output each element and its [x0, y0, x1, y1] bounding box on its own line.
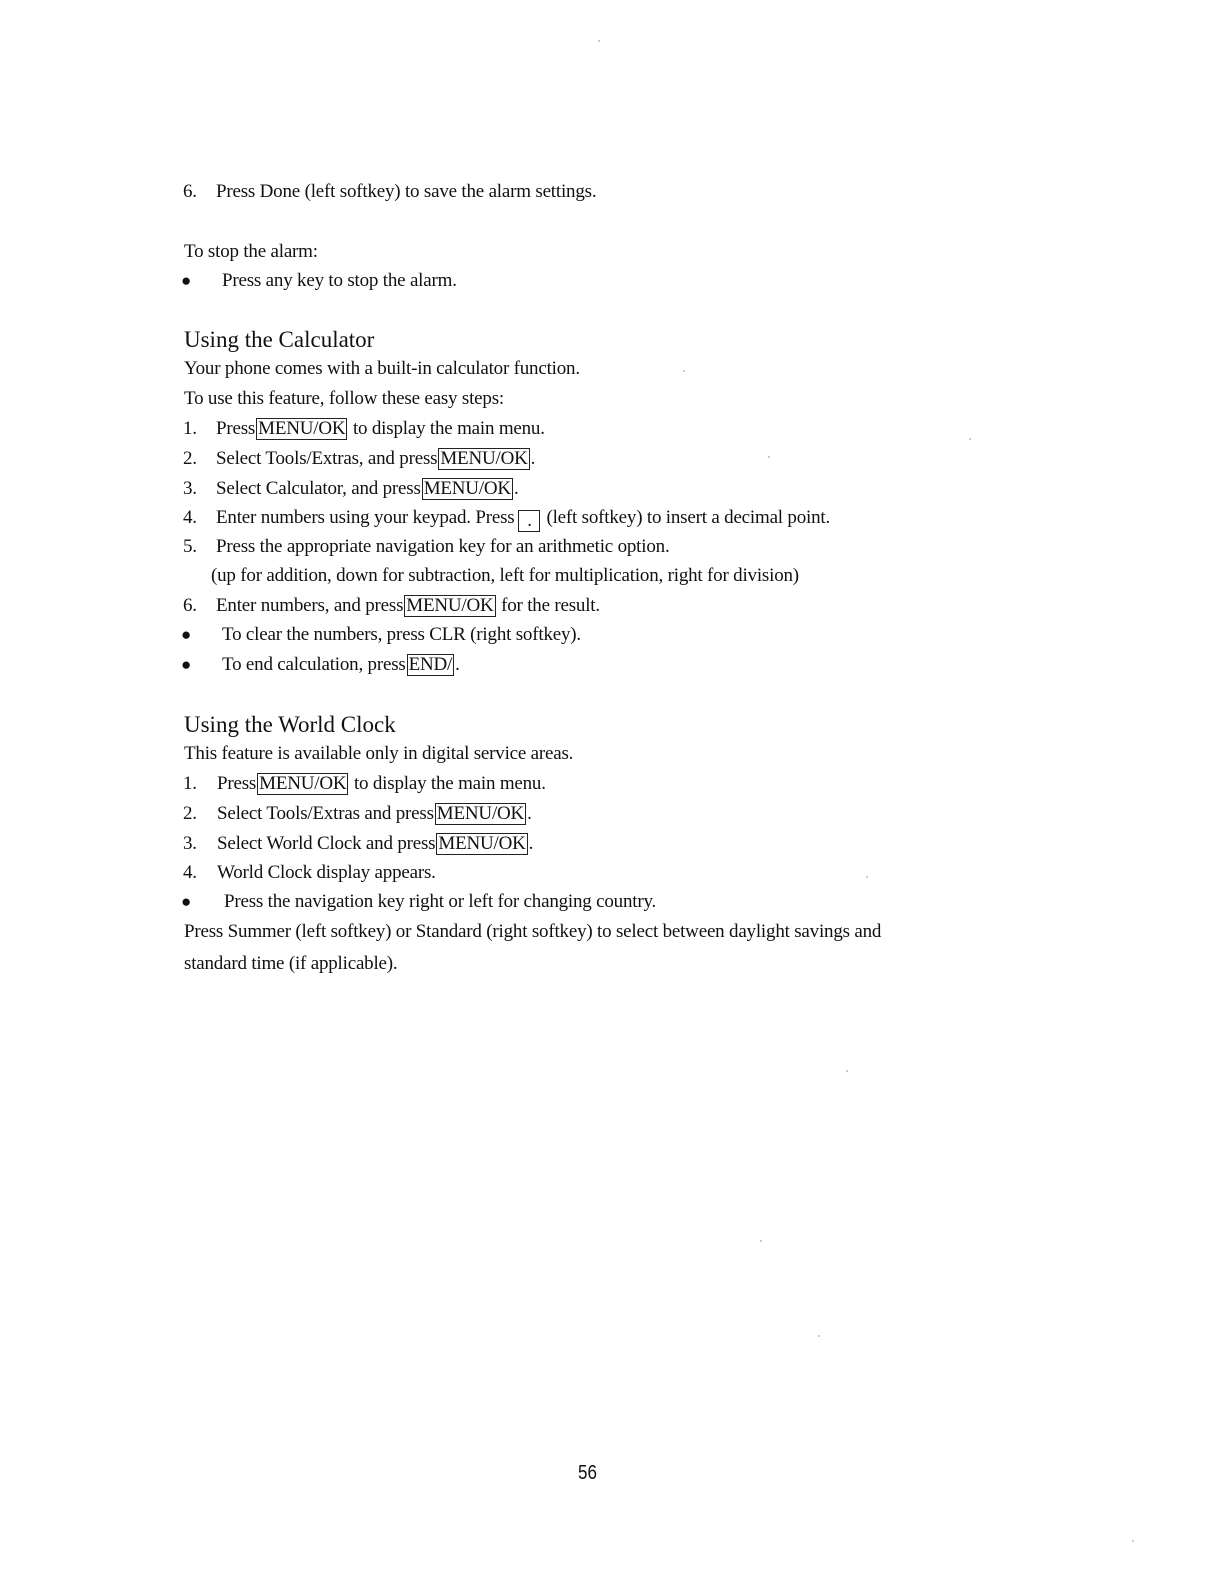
step-number: 4.: [183, 507, 197, 528]
paragraph-text: Press Summer (left softkey) or Standard (right softkey) to select between daylight savings and: [184, 921, 882, 942]
scan-speck: [846, 1070, 848, 1072]
step-text: [216, 476, 519, 502]
note-text: (up for addition, down for subtraction, left for multiplication, right for division): [211, 565, 799, 586]
step-text: Press Done (left softkey) to save the alarm settings.: [216, 181, 597, 202]
step-text: [217, 831, 533, 857]
scan-speck: [818, 1335, 820, 1337]
bullet-icon: ●: [181, 625, 192, 644]
menu-ok-key: MENU/OK: [423, 478, 511, 499]
menu-ok-key: MENU/OK: [258, 418, 346, 439]
step-number: 1.: [183, 773, 197, 794]
bullet-icon: ●: [181, 271, 192, 290]
step-number: 3.: [183, 833, 197, 854]
step-number: 2.: [183, 803, 197, 824]
step-text: [216, 446, 535, 472]
calculator-heading: Using the Calculator: [184, 327, 375, 352]
step-text-b: .: [527, 803, 532, 824]
step-text-a: Select Calculator, and press: [216, 478, 421, 499]
scan-speck: [866, 876, 868, 878]
step-text-b: (left softkey) to insert a decimal point.: [546, 507, 831, 528]
step-text: Press the appropriate navigation key for an arithmetic option.: [216, 536, 670, 557]
scan-speck: [760, 1240, 762, 1242]
bullet-text: [222, 652, 460, 678]
bullet-icon: ●: [181, 655, 192, 674]
step-text: [216, 505, 830, 532]
step-text-b: .: [528, 833, 534, 854]
step-text-a: Select World Clock and press: [217, 833, 436, 854]
step-number: 2.: [183, 448, 197, 469]
step-number: 1.: [183, 418, 197, 439]
step-text-b: for the result.: [501, 595, 600, 616]
menu-ok-key: MENU/OK: [259, 773, 347, 794]
menu-ok-key: MENU/OK: [436, 803, 525, 824]
scan-speck: [598, 40, 600, 42]
step-text-a: Select Tools/Extras, and press: [216, 448, 438, 469]
intro-text: Your phone comes with a built-in calculator function.: [184, 358, 580, 379]
step-number: 6.: [183, 181, 197, 202]
step-text-b: to display the main menu.: [353, 773, 546, 794]
step-text-a: Press: [217, 773, 257, 794]
intro-text: To use this feature, follow these easy steps:: [184, 388, 504, 409]
scan-speck: [768, 456, 770, 458]
end-key: END/: [408, 654, 453, 675]
menu-ok-key: MENU/OK: [440, 448, 528, 469]
bullet-text-a: To end calculation, press: [222, 654, 406, 675]
step-number: 5.: [183, 536, 197, 557]
stop-alarm-title-text: To stop the alarm:: [184, 241, 318, 262]
step-text-a: Press: [216, 418, 256, 439]
step-text-a: Enter numbers using your keypad. Press: [216, 507, 515, 528]
step-text-a: Select Tools/Extras and press: [217, 803, 434, 824]
paragraph-text: standard time (if applicable).: [184, 953, 398, 974]
step-text-b: to display the main menu.: [352, 418, 545, 439]
step-text: [216, 593, 600, 619]
bullet-icon: ●: [181, 892, 192, 911]
step-text: [216, 416, 545, 442]
intro-text: This feature is available only in digital service areas.: [184, 743, 574, 764]
worldclock-heading: Using the World Clock: [184, 712, 396, 737]
step-number: 3.: [183, 478, 197, 499]
step-text-a: Enter numbers, and press: [216, 595, 404, 616]
page-number: 56: [578, 1462, 597, 1484]
step-text: [217, 771, 546, 797]
decimal-key: .: [518, 510, 540, 532]
step-text-b: .: [513, 478, 519, 499]
step-number: 6.: [183, 595, 197, 616]
step-text: World Clock display appears.: [217, 862, 436, 883]
bullet-text: Press the navigation key right or left for changing country.: [224, 891, 657, 912]
step-text-b: .: [530, 448, 536, 469]
bullet-text: Press any key to stop the alarm.: [222, 270, 457, 291]
scan-speck: [969, 438, 971, 440]
menu-ok-key: MENU/OK: [406, 595, 494, 616]
scan-speck: [1132, 1540, 1134, 1542]
step-number: 4.: [183, 862, 197, 883]
bullet-text-b: .: [455, 654, 460, 675]
scan-speck: [683, 370, 685, 372]
menu-ok-key: MENU/OK: [438, 833, 526, 854]
bullet-text: To clear the numbers, press CLR (right softkey).: [222, 624, 581, 645]
step-text: [217, 801, 532, 827]
